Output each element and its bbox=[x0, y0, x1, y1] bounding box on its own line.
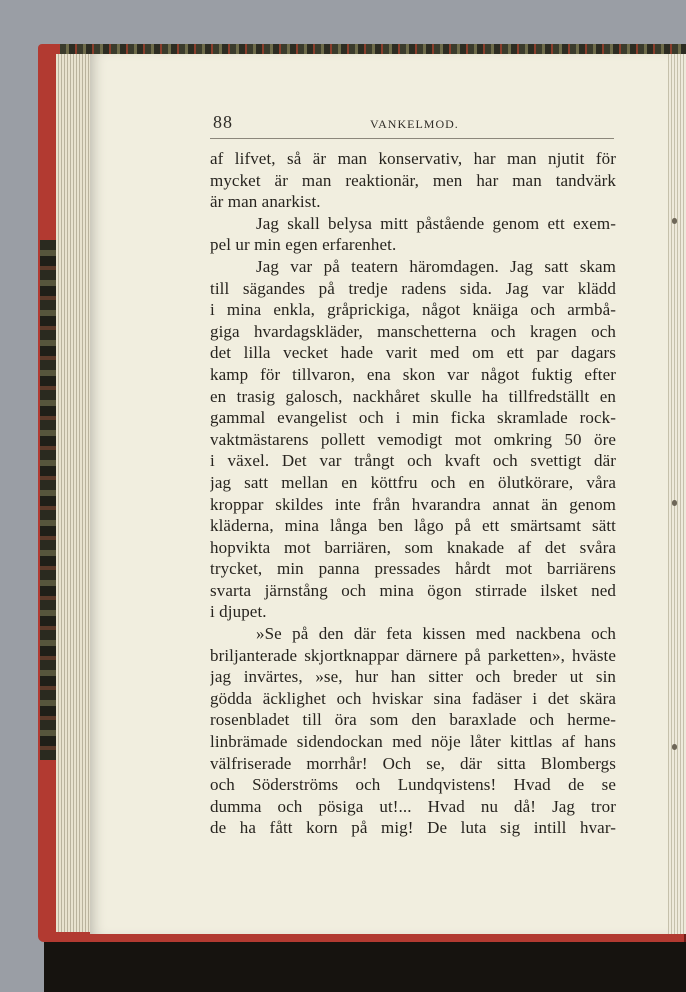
text-line: gammal evangelist och i min ficka skramlade rock- bbox=[210, 408, 616, 428]
page-header bbox=[210, 110, 614, 139]
page-number: 88 bbox=[213, 112, 233, 132]
text-line: gödda äcklighet och hviskar sina fadäser i det skära bbox=[210, 688, 616, 708]
text-line: dumma och pösiga ut!... Hvad nu då! Jag tror bbox=[210, 796, 616, 816]
text-line: »Se på den där feta kissen med nackbena och bbox=[256, 624, 616, 644]
running-title: VANKELMOD. bbox=[370, 117, 459, 131]
text-line: kamp för tillvaron, ena skon var något fuktig efter bbox=[210, 364, 616, 384]
text-line: i djupet. bbox=[210, 602, 267, 622]
text-line: trycket, min panna pressades hårdt mot barriärens bbox=[210, 559, 616, 579]
text-line: kroppar skildes inte från hvarandra annat än genom bbox=[210, 494, 616, 514]
page-edge-mark bbox=[672, 218, 677, 224]
text-line: mycket är man reaktionär, men har man tandvärk bbox=[210, 170, 616, 190]
text-line: jag satt mellan en köttfru och en ölutkörare, våra bbox=[210, 472, 616, 492]
text-line: hopvikta mot barriären, som knakade af det svåra bbox=[210, 537, 616, 557]
page-edge-mark bbox=[672, 744, 677, 750]
text-line: svarta järnstång och mina ögon stirrade ilsket ned bbox=[210, 580, 616, 600]
text-line: jag invärtes, »se, hur han sitter och breder ut sin bbox=[210, 667, 616, 687]
text-line: en trasig galosch, nackhåret skulle ha tillfredställt en bbox=[210, 386, 616, 406]
page-stack-right bbox=[666, 54, 686, 934]
text-line: Jag skall belysa mitt påstående genom ett exem- bbox=[256, 213, 616, 233]
cover-marbled-edge bbox=[60, 44, 686, 54]
page-edge-mark bbox=[672, 500, 677, 506]
text-line: är man anarkist. bbox=[210, 192, 321, 212]
body-text bbox=[210, 148, 616, 839]
text-line: pel ur min egen erfarenhet. bbox=[210, 235, 397, 255]
text-line: briljanterade skjortknappar därnere på parketten», hväste bbox=[210, 645, 616, 665]
text-line: kläderna, mina långa ben lågo på ett smärtsamt sätt bbox=[210, 516, 616, 536]
text-line: Jag var på teatern häromdagen. Jag satt skam bbox=[256, 256, 616, 276]
text-line: giga hvardagskläder, manschetterna och kragen och bbox=[210, 321, 616, 341]
text-line: och Söderströms och Lundqvistens! Hvad de se bbox=[210, 775, 616, 795]
text-line: det lilla vecket hade varit med om ett par dagars bbox=[210, 343, 616, 363]
text-line: linbrämade sidendockan med nöje låter kittlas af hans bbox=[210, 732, 616, 752]
text-line: till sägandes på tredje radens sida. Jag var klädd bbox=[210, 278, 616, 298]
text-line: i mina enkla, gråprickiga, något knäiga och armbå- bbox=[210, 300, 616, 320]
text-line: de ha fått korn på mig! De luta sig intill hvar- bbox=[210, 818, 616, 838]
text-line: i växel. Det var trångt och kvaft och svettigt där bbox=[210, 451, 616, 471]
spine-marbled-panel bbox=[40, 240, 56, 760]
text-line: rosenbladet till öra som den baraxlade och herme- bbox=[210, 710, 616, 730]
text-line: vaktmästarens pollett vemodigt mot omkring 50 öre bbox=[210, 429, 616, 449]
text-line: af lifvet, så är man konservativ, har man njutit för bbox=[210, 149, 616, 168]
text-line: välfriserade morrhår! Och se, där sitta Blombergs bbox=[210, 753, 616, 773]
